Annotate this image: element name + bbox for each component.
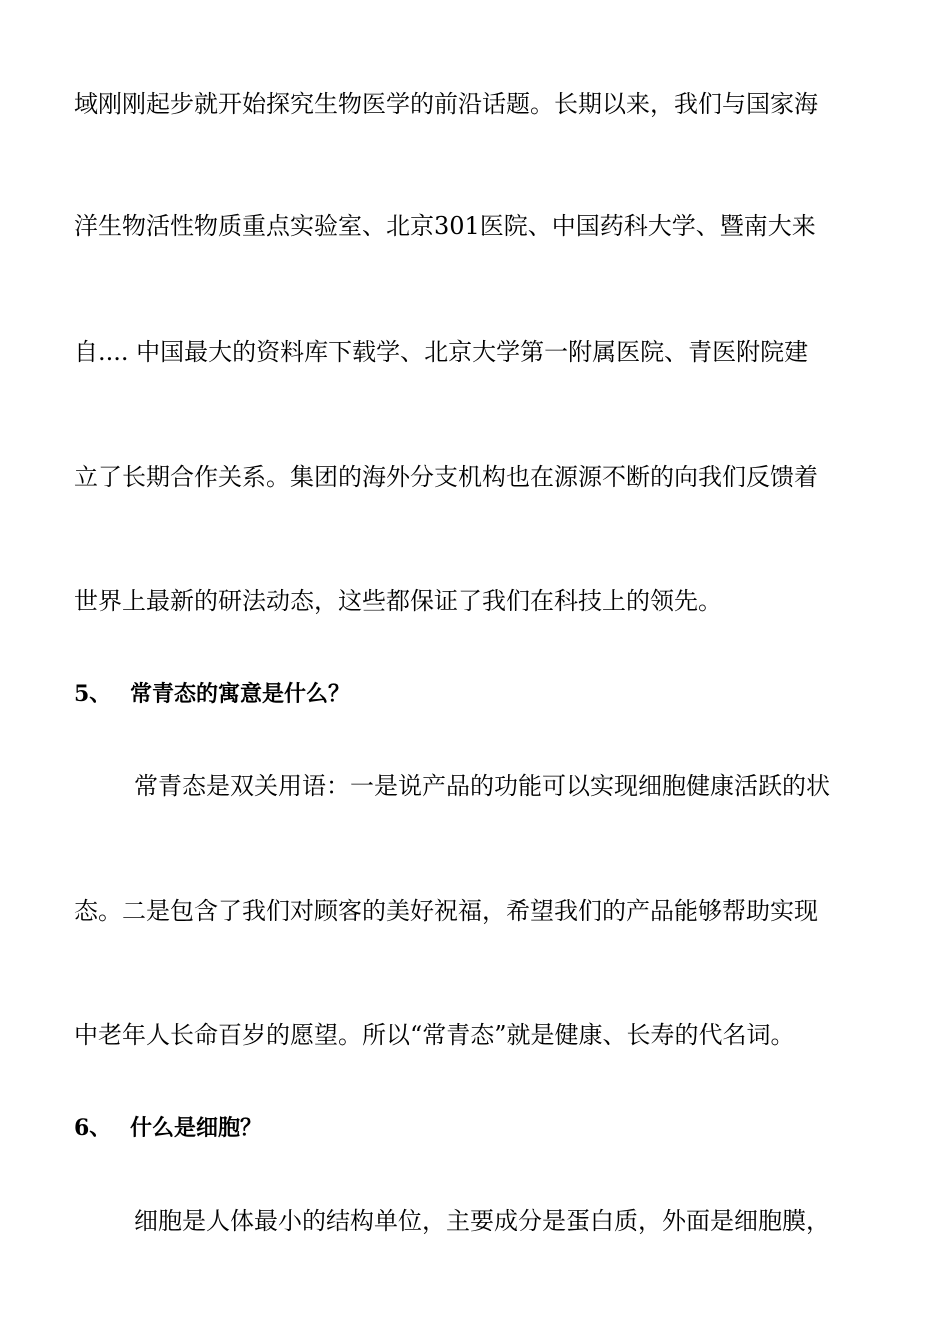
section-6-paragraph-line: 细胞是人体最小的结构单位，主要成分是蛋白质，外面是细胞膜， xyxy=(134,1207,830,1235)
section-5-paragraph-line: 常青态是双关用语：一是说产品的功能可以实现细胞健康活跃的状 xyxy=(134,772,830,800)
paragraph-line: 世界上最新的研法动态，这些都保证了我们在科技上的领先。 xyxy=(74,587,722,615)
section-6-number: 6、 xyxy=(74,1115,112,1141)
paragraph-line: 自.... 中国最大的资料库下载学、北京大学第一附属医院、青医附院建 xyxy=(74,338,809,366)
section-5-heading xyxy=(74,678,350,710)
paragraph-line: 立了长期合作关系。集团的海外分支机构也在源源不断的向我们反馈着 xyxy=(74,463,818,491)
section-6-heading xyxy=(74,1112,262,1144)
section-5-number: 5、 xyxy=(74,681,112,707)
paragraph-line: 洋生物活性物质重点实验室、北京301医院、中国药科大学、暨南大来 xyxy=(74,212,816,240)
section-6-title: 什么是细胞？ xyxy=(130,1115,263,1141)
paragraph-line: 域刚刚起步就开始探究生物医学的前沿话题。长期以来，我们与国家海 xyxy=(74,90,818,118)
section-5-title: 常青态的寓意是什么？ xyxy=(130,681,351,707)
section-5-paragraph-line: 态。二是包含了我们对顾客的美好祝福，希望我们的产品能够帮助实现 xyxy=(74,897,818,925)
section-5-paragraph-line: 中老年人长命百岁的愿望。所以“常青态”就是健康、长寿的代名词。 xyxy=(74,1021,795,1049)
